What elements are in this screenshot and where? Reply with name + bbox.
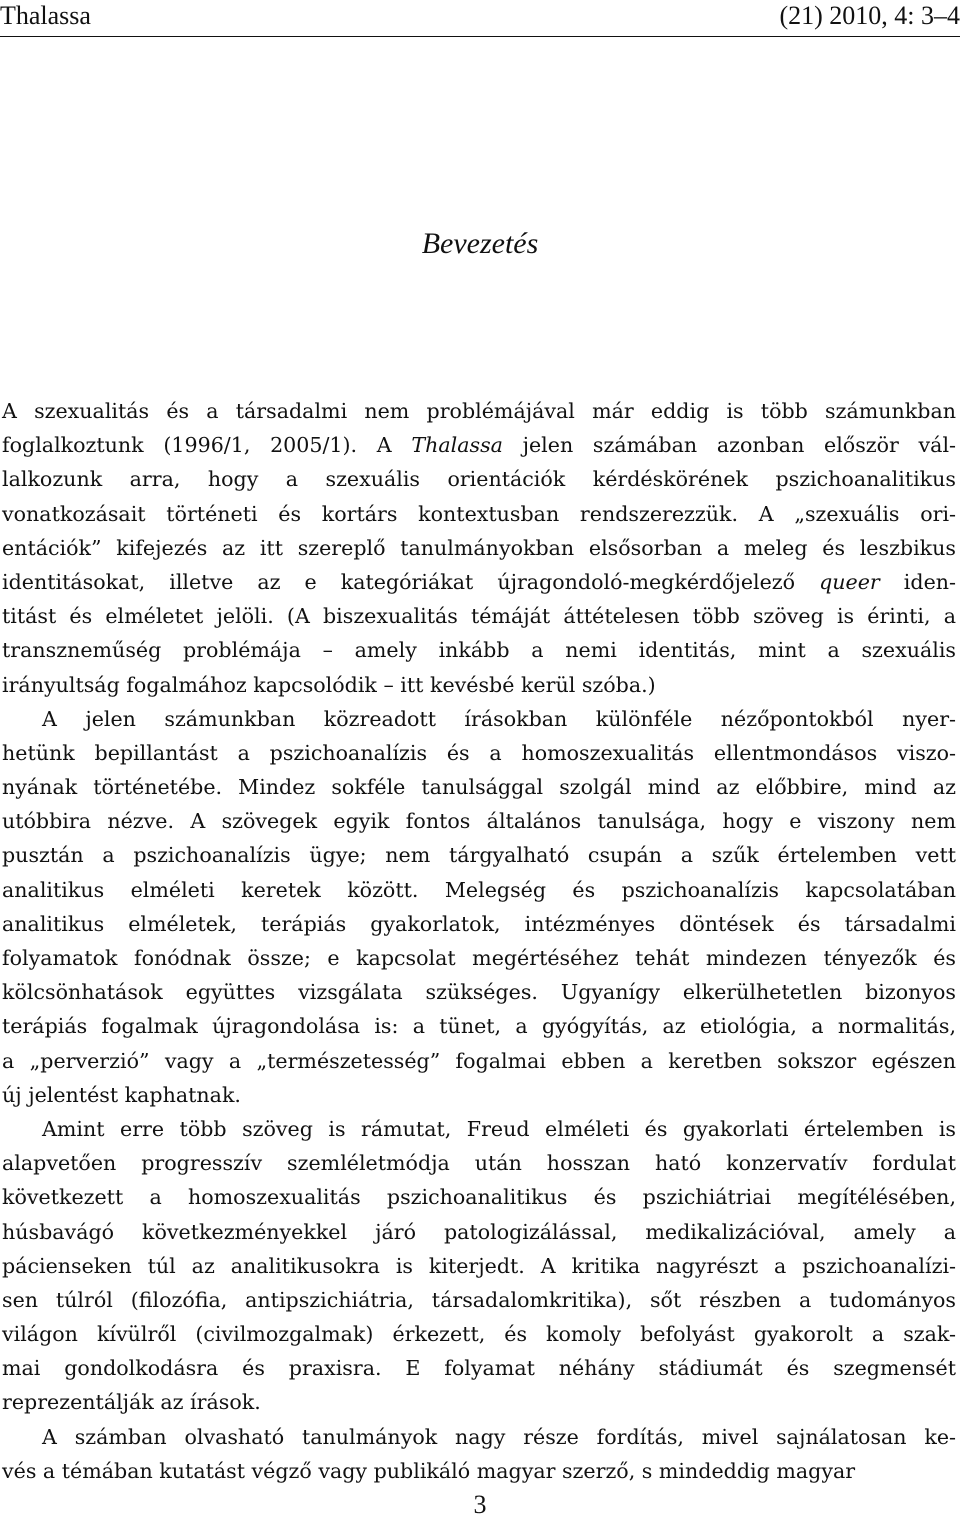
text-line: vés a témában kutatást végző vagy publikáló magyar szerző, s mindeddig magyar bbox=[2, 1458, 856, 1483]
journal-name: Thalassa bbox=[0, 1, 91, 30]
paragraph bbox=[2, 702, 956, 1112]
text-line: A számban olvasható tanulmányok nagy része fordítás, mivel sajnálatosan ke- bbox=[42, 1424, 956, 1449]
text-fragment: jelen számában azonban először vál- bbox=[502, 433, 957, 458]
body-text bbox=[2, 394, 956, 1488]
text-line: alapvetően progresszív szemléletmódja után hosszan ható konzervatív fordulat bbox=[2, 1151, 956, 1176]
text-line: Amint erre több szöveg is rámutat, Freud elméleti és gyakorlati értelemben is bbox=[42, 1116, 956, 1141]
article-title: Bevezetés bbox=[421, 227, 539, 260]
paragraph bbox=[2, 1420, 956, 1488]
text-line bbox=[2, 428, 956, 462]
header-rule bbox=[0, 36, 960, 37]
text-line: mai gondolkodásra és praxisra. E folyamat néhány stádiumát és szegmensét bbox=[2, 1356, 956, 1381]
text-line: következett a homoszexualitás pszichoanalitikus és pszichiátriai megítélésében, bbox=[2, 1185, 956, 1210]
text-line: folyamatok fonódnak össze; e kapcsolat megértéséhez tehát mindezen tényezők és bbox=[2, 946, 956, 970]
text-line: kölcsönhatások együttes vizsgálata szükséges. Ugyanígy elkerülhetetlen bizonyos bbox=[2, 980, 956, 1005]
text-line: húsbavágó következményekkel járó patologizálással, medikalizációval, amely a bbox=[2, 1219, 956, 1244]
text-line: pácienseken túl az analitikusokra is kiterjedt. A kritika nagyrészt a pszichoanalízi- bbox=[2, 1253, 956, 1278]
text-line: nyának történetébe. Mindez sokféle tanulsággal szolgál mind az előbbire, mind az bbox=[2, 775, 956, 800]
italic-term: queer bbox=[819, 569, 880, 594]
italic-term: Thalassa bbox=[411, 433, 503, 458]
paragraph bbox=[2, 1112, 956, 1420]
text-fragment: identitásokat, illetve az e kategóriákat újragondoló-megkérdőjelező bbox=[2, 569, 820, 594]
running-header bbox=[0, 0, 960, 34]
text-line: entációk” kifejezés az itt szereplő tanulmányokban elsősorban a meleg és leszbikus bbox=[2, 535, 956, 560]
paragraph bbox=[2, 394, 956, 702]
text-line: reprezentálják az írások. bbox=[2, 1390, 261, 1415]
text-line: hetünk bepillantást a pszichoanalízis és a homoszexualitás ellentmondásos viszo- bbox=[2, 740, 956, 765]
text-line: analitikus elméletek, terápiás gyakorlatok, intézményes döntések és társadalmi bbox=[2, 911, 956, 936]
text-line: A jelen számunkban közreadott írásokban különféle nézőpontokból nyer- bbox=[42, 706, 956, 731]
text-line: analitikus elméleti keretek között. Melegség és pszichoanalízis kapcsolatában bbox=[2, 877, 956, 902]
text-line: titást és elméletet jelöli. (A biszexualitás témáját áttételesen több szöveg is érinti, a bbox=[2, 604, 956, 629]
text-line: sen túlról (filozófia, antipszichiátria, társadalomkritika), sőt részben a tudományos bbox=[2, 1287, 956, 1312]
page-number: 3 bbox=[473, 1490, 487, 1519]
text-line: A szexualitás és a társadalmi nem problémájával már eddig is több számunkban bbox=[2, 399, 956, 423]
text-line: transzneműség problémája – amely inkább a nemi identitás, mint a szexuális bbox=[2, 638, 956, 663]
text-line: terápiás fogalmak újragondolása is: a tünet, a gyógyítás, az etiológia, a normalitás, bbox=[2, 1014, 956, 1039]
text-line: lalkozunk arra, hogy a szexuális orientációk kérdéskörének pszichoanalitikus bbox=[2, 467, 956, 492]
text-line: a „perverzió” vagy a „természetesség” fogalmai ebben a keretben sokszor egészen bbox=[2, 1048, 956, 1073]
text-line: irányultság fogalmához kapcsolódik – itt kevésbé kerül szóba.) bbox=[2, 672, 656, 697]
text-line: vonatkozásait történeti és kortárs kontextusban rendszerezzük. A „szexuális ori- bbox=[2, 501, 956, 526]
text-line: pusztán a pszichoanalízis ügye; nem tárgyalható csupán a szűk értelemben vett bbox=[2, 843, 956, 868]
text-line: új jelentést kaphatnak. bbox=[2, 1082, 241, 1107]
text-line bbox=[2, 565, 956, 599]
text-fragment: foglalkoztunk (1996/1, 2005/1). A bbox=[2, 433, 412, 458]
text-line: utóbbira nézve. A szövegek egyik fontos általános tanulsága, hogy e viszony nem bbox=[2, 809, 956, 834]
issue-citation: (21) 2010, 4: 3–4 bbox=[779, 1, 960, 30]
text-line: világon kívülről (civilmozgalmak) érkezett, és komoly befolyást gyakorolt a szak- bbox=[2, 1322, 956, 1347]
text-fragment: iden- bbox=[879, 569, 956, 594]
